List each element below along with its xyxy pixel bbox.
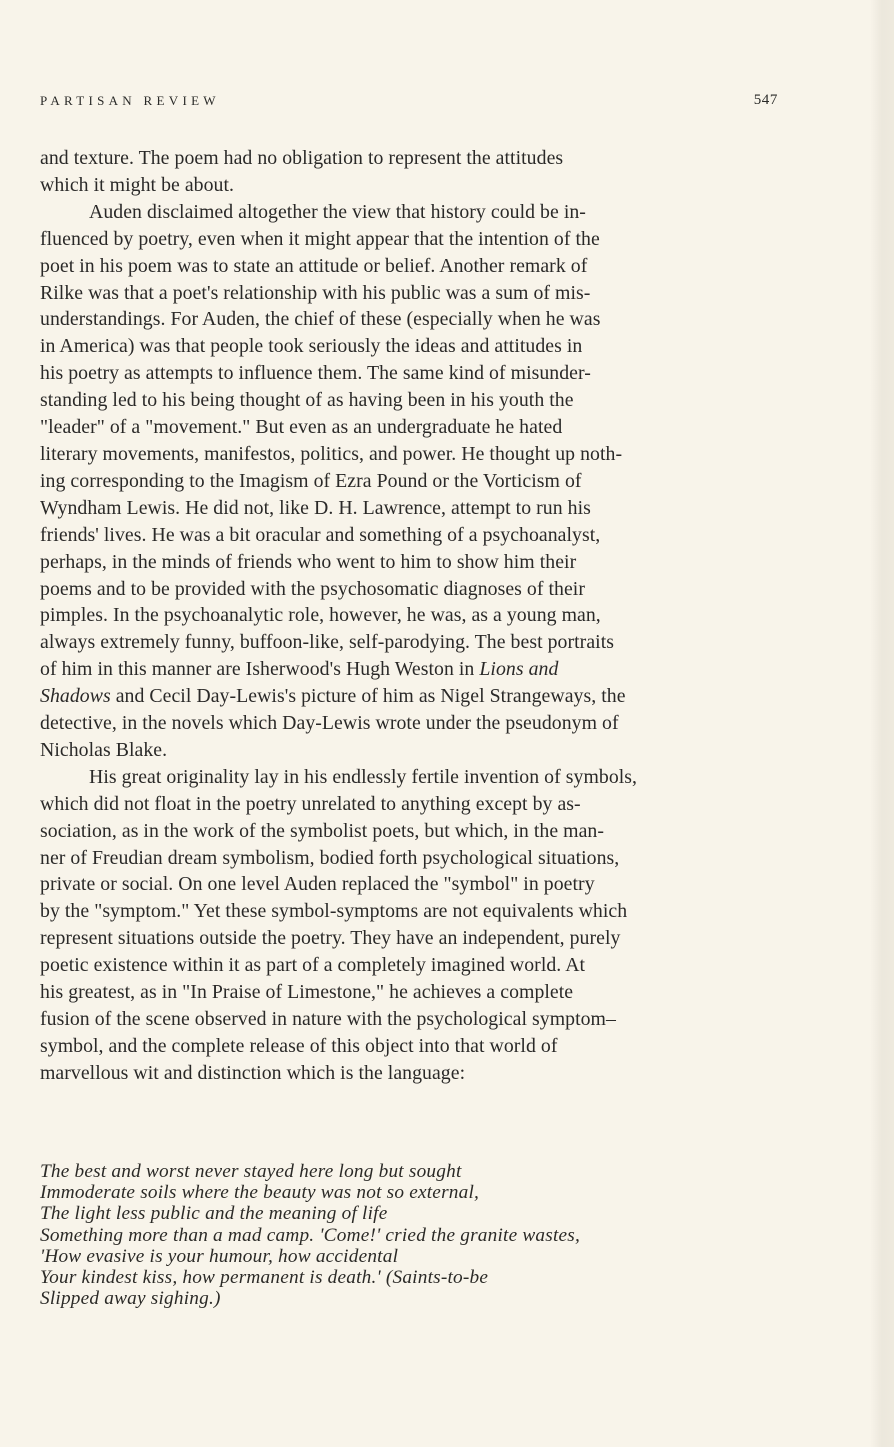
running-title: PARTISAN REVIEW [40,93,220,108]
text-line: fusion of the scene observed in nature with the psychological symptom– [40,1008,616,1030]
text-line: friends' lives. He was a bit oracular and something of a psychoanalyst, [40,523,601,546]
text-line: fluenced by poetry, even when it might appear that the intention of the [40,227,600,250]
text-line: poet in his poem was to state an attitude or belief. Another remark of [40,254,588,277]
paragraph-3 [40,764,776,1087]
text-line: which it might be about. [40,173,235,196]
text-line: detective, in the novels which Day-Lewis wrote under the pseudonym of [40,712,619,735]
text-line: always extremely funny, buffoon-like, self-parodying. The best portraits [40,631,614,654]
text-line: poetic existence within it as part of a completely imagined world. At [40,954,586,977]
poem-line: The best and worst never stayed here long but sought [40,1161,462,1182]
text-line: his greatest, as in "In Praise of Limestone," he achieves a complete [40,981,574,1004]
text-line: ner of Freudian dream symbolism, bodied forth psychological situations, [40,846,620,869]
poem-line: Slipped away sighing.) [40,1288,221,1310]
article-body [40,145,776,1087]
text-line: poems and to be provided with the psychosomatic diagnoses of their [40,577,585,600]
poem-line: Immoderate soils where the beauty was not so external, [40,1182,480,1204]
paragraph-2 [40,199,776,764]
text-line: private or social. On one level Auden replaced the "symbol" in poetry [40,873,595,896]
poem-line: The light less public and the meaning of life [40,1203,388,1225]
text-line: "leader" of a "movement." But even as an undergraduate he hated [40,416,563,439]
text-line: Nicholas Blake. [40,738,168,761]
text-line: in America) was that people took seriously the ideas and attitudes in [40,335,583,358]
text-line: perhaps, in the minds of friends who went to him to show him their [40,550,577,573]
page-header [40,91,778,115]
poem-line: Your kindest kiss, how permanent is death.' (Saints-to-be [40,1267,489,1289]
text-line: His great originality lay in his endlessly fertile invention of symbols, [89,765,638,788]
text-line [40,683,776,710]
line-suffix: and Cecil Day-Lewis's picture of him as Nigel Strangeways, the [110,685,626,708]
text-line: literary movements, manifestos, politics, and power. He thought up noth- [40,442,623,465]
text-line: and texture. The poem had no obligation to represent the attitudes [40,147,564,169]
text-line: represent situations outside the poetry. They have an independent, purely [40,927,621,950]
text-line: which did not float in the poetry unrelated to anything except by as- [40,792,581,815]
book-title-italic: Shadows [40,685,111,708]
book-title-italic: Lions and [479,658,559,681]
text-line: Wyndham Lewis. He did not, like D. H. Lawrence, attempt to run his [40,496,591,519]
poem-excerpt [40,1161,800,1309]
text-line: by the "symptom." Yet these symbol-symptoms are not equivalents which [40,900,628,923]
text-line: his poetry as attempts to influence them. The same kind of misunder- [40,362,591,385]
text-line: pimples. In the psychoanalytic role, however, he was, as a young man, [40,604,601,627]
text-line: sociation, as in the work of the symbolist poets, but which, in the man- [40,819,604,842]
text-line: understandings. For Auden, the chief of these (especially when he was [40,308,601,331]
text-line: marvellous wit and distinction which is the language: [40,1061,466,1084]
paragraph-1 [40,145,776,199]
poem-line: 'How evasive is your humour, how accidental [40,1245,399,1267]
text-line: symbol, and the complete release of this object into that world of [40,1034,558,1057]
text-line: standing led to his being thought of as having been in his youth the [40,389,574,412]
poem-line: Something more than a mad camp. 'Come!' cried the granite wastes, [40,1224,580,1246]
page-number: 547 [753,92,778,108]
text-line [40,656,776,683]
text-line: Auden disclaimed altogether the view that history could be in- [89,200,586,223]
text-line: Rilke was that a poet's relationship with his public was a sum of mis- [40,281,591,304]
text-line: ing corresponding to the Imagism of Ezra Pound or the Vorticism of [40,469,582,492]
line-prefix: of him in this manner are Isherwood's Hugh Weston in [40,658,480,681]
